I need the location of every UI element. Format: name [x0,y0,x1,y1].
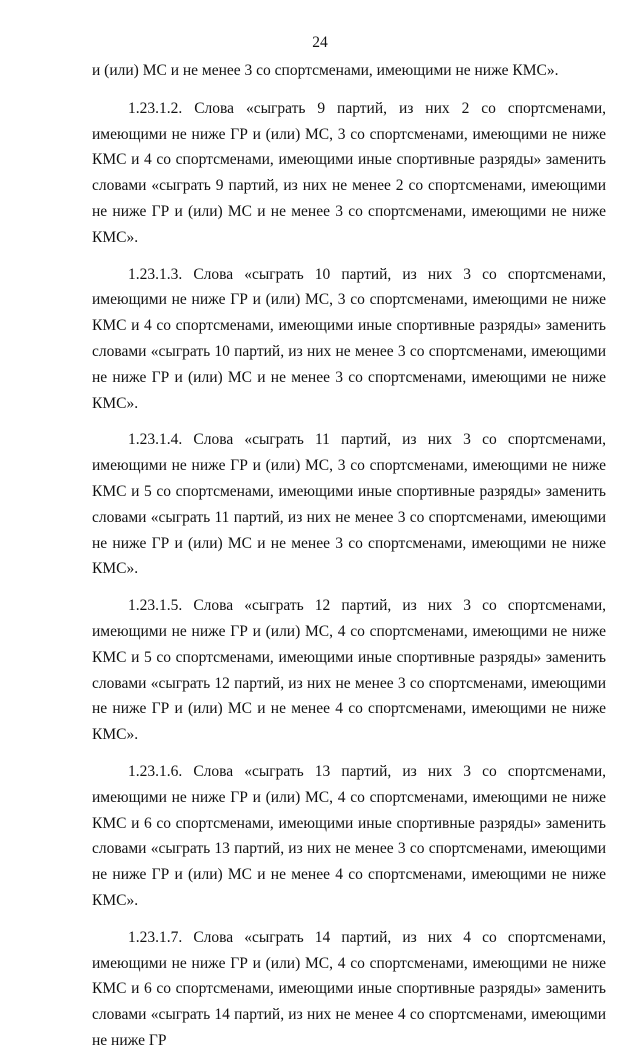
document-body [92,58,606,1054]
paragraph-1-23-1-6: 1.23.1.6. Слова «сыграть 13 партий, из них 3 со спортсменами, имеющими не ниже ГР и (или) МС, 4 со спортсменами, имеющими не ниже КМС и 6 со спортсменами, имеющими иные спортивные разряды» заменить словами «сыграть 13 партий, из них не менее 3 со спортсменами, имеющими не ниже ГР и (или) МС и не менее 4 со спортсменами, имеющими не ниже КМС». [92,762,606,909]
paragraph-1-23-1-3: 1.23.1.3. Слова «сыграть 10 партий, из них 3 со спортсменами, имеющими не ниже ГР и (или) МС, 3 со спортсменами, имеющими не ниже КМС и 4 со спортсменами, имеющими иные спортивные разряды» заменить словами «сыграть 10 партий, из них не менее 3 со спортсменами, имеющими не ниже ГР и (или) МС и не менее 3 со спортсменами, имеющими не ниже КМС». [92,265,606,412]
paragraph-continuation: и (или) МС и не менее 3 со спортсменами, имеющими не ниже КМС». [92,62,559,79]
paragraph-1-23-1-5: 1.23.1.5. Слова «сыграть 12 партий, из них 3 со спортсменами, имеющими не ниже ГР и (или) МС, 4 со спортсменами, имеющими не ниже КМС и 5 со спортсменами, имеющими иные спортивные разряды» заменить словами «сыграть 12 партий, из них не менее 3 со спортсменами, имеющими не ниже ГР и (или) МС и не менее 4 со спортсменами, имеющими не ниже КМС». [92,597,606,744]
page-number: 24 [312,34,328,51]
paragraph-1-23-1-4: 1.23.1.4. Слова «сыграть 11 партий, из них 3 со спортсменами, имеющими не ниже ГР и (или) МС, 3 со спортсменами, имеющими не ниже КМС и 5 со спортсменами, имеющими иные спортивные разряды» заменить словами «сыграть 11 партий, из них не менее 3 со спортсменами, имеющими не ниже ГР и (или) МС и не менее 3 со спортсменами, имеющими не ниже КМС». [92,431,606,578]
paragraph-1-23-1-2: 1.23.1.2. Слова «сыграть 9 партий, из них 2 со спортсменами, имеющими не ниже ГР и (или) МС, 3 со спортсменами, имеющими не ниже КМС и 4 со спортсменами, имеющими иные спортивные разряды» заменить словами «сыграть 9 партий, из них не менее 2 со спортсменами, имеющими не ниже ГР и (или) МС и не менее 3 со спортсменами, имеющими не ниже КМС». [92,99,606,246]
paragraph-1-23-1-7: 1.23.1.7. Слова «сыграть 14 партий, из них 4 со спортсменами, имеющими не ниже ГР и (или) МС, 4 со спортсменами, имеющими не ниже КМС и 6 со спортсменами, имеющими иные спортивные разряды» заменить словами «сыграть 14 партий, из них не менее 4 со спортсменами, имеющими не ниже ГР [92,928,606,1049]
